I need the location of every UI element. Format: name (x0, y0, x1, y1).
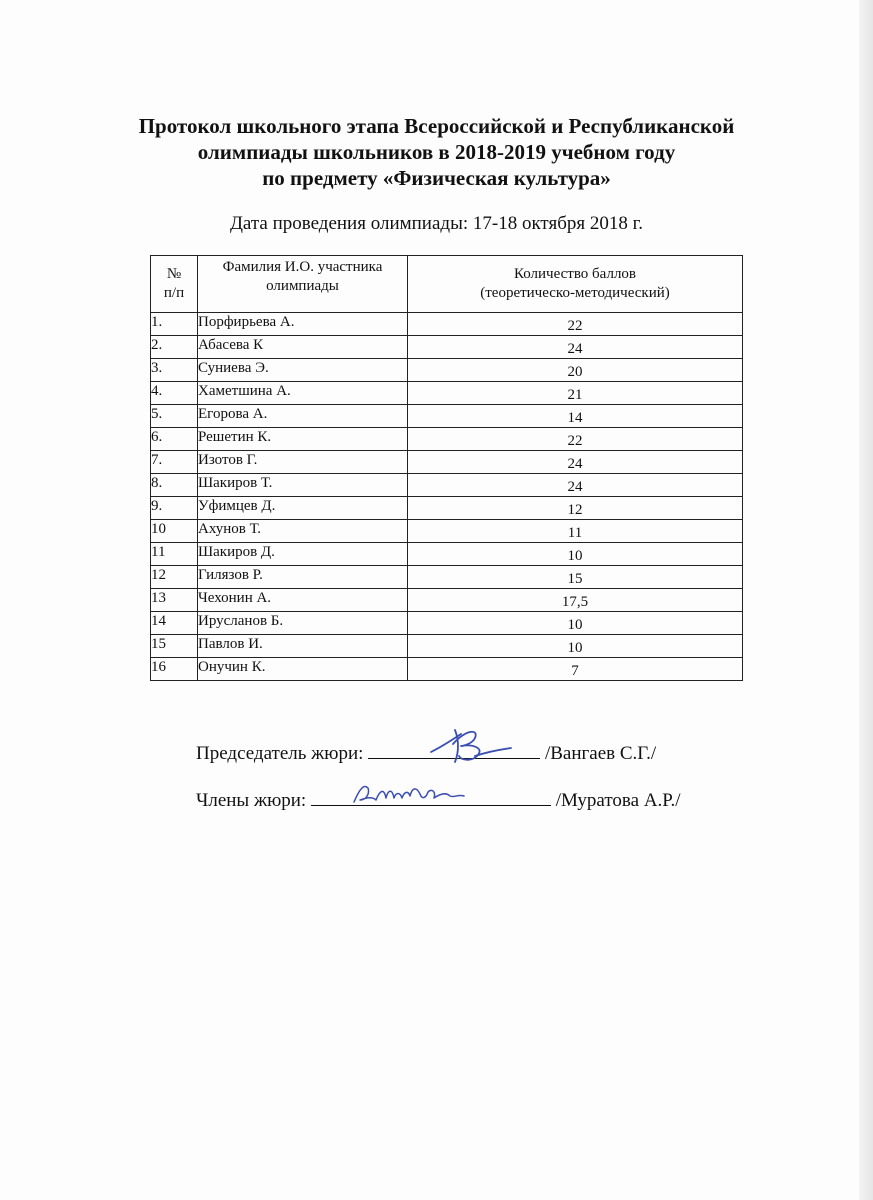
table-row (151, 359, 743, 382)
score-value: 22 (408, 428, 743, 451)
table-row (151, 520, 743, 543)
table-row (151, 497, 743, 520)
header-score-line1: Количество баллов (513, 266, 637, 282)
table-row (151, 451, 743, 474)
score-value: 11 (408, 520, 743, 543)
participant-name: Решетин К. (198, 428, 408, 451)
score-value: 12 (408, 497, 743, 520)
participant-name: Уфимцев Д. (198, 497, 408, 520)
members-name: /Муратова А.Р./ (555, 790, 681, 811)
participant-name: Ирусланов Б. (198, 612, 408, 635)
document-title (0, 113, 873, 191)
score-value: 17,5 (408, 589, 743, 612)
row-number: 9. (151, 497, 198, 520)
score-value: 24 (408, 474, 743, 497)
table-header-row (151, 256, 743, 313)
participant-name: Изотов Г. (198, 451, 408, 474)
title-line-1: Протокол школьного этапа Всероссийской и Республиканской (138, 114, 735, 138)
row-number: 15 (151, 635, 198, 658)
table-row (151, 382, 743, 405)
table-row (151, 566, 743, 589)
header-score (408, 256, 743, 313)
row-number: 6. (151, 428, 198, 451)
header-num-line1: № (166, 266, 182, 282)
members-label: Члены жюри: (196, 790, 307, 811)
row-number: 10 (151, 520, 198, 543)
score-value: 15 (408, 566, 743, 589)
score-value: 10 (408, 635, 743, 658)
participant-name: Гилязов Р. (198, 566, 408, 589)
table-row (151, 313, 743, 336)
score-value: 24 (408, 336, 743, 359)
row-number: 12 (151, 566, 198, 589)
score-value: 14 (408, 405, 743, 428)
chair-label: Председатель жюри: (196, 743, 364, 764)
title-line-3: по предмету «Физическая культура» (262, 166, 611, 190)
header-name-line2: олимпиады (266, 278, 339, 294)
table-row (151, 658, 743, 681)
row-number: 5. (151, 405, 198, 428)
participant-name: Егорова А. (198, 405, 408, 428)
header-name (198, 256, 408, 313)
title-line-2: олимпиады школьников в 2018-2019 учебном году (197, 140, 676, 164)
table-row (151, 612, 743, 635)
table-row (151, 336, 743, 359)
score-value: 24 (408, 451, 743, 474)
participant-name: Шакиров Д. (198, 543, 408, 566)
score-value: 10 (408, 543, 743, 566)
participant-name: Порфирьева А. (198, 313, 408, 336)
participant-name: Павлов И. (198, 635, 408, 658)
table-row (151, 428, 743, 451)
row-number: 4. (151, 382, 198, 405)
score-value: 7 (408, 658, 743, 681)
table-row (151, 405, 743, 428)
row-number: 13 (151, 589, 198, 612)
header-num (151, 256, 198, 313)
participant-name: Хаметшина А. (198, 382, 408, 405)
table-row (151, 589, 743, 612)
score-value: 20 (408, 359, 743, 382)
chair-signature-line (368, 738, 540, 759)
participant-name: Чехонин А. (198, 589, 408, 612)
score-value: 10 (408, 612, 743, 635)
header-score-line2: (теоретическо-методический) (480, 285, 670, 301)
participant-name: Ахунов Т. (198, 520, 408, 543)
row-number: 2. (151, 336, 198, 359)
header-num-line2: п/п (163, 285, 185, 301)
members-signature-line (311, 785, 551, 806)
participant-name: Суниева Э. (198, 359, 408, 382)
table-row (151, 635, 743, 658)
row-number: 16 (151, 658, 198, 681)
row-number: 7. (151, 451, 198, 474)
participant-name: Шакиров Т. (198, 474, 408, 497)
olympiad-date: Дата проведения олимпиады: 17-18 октября 2018 г. (229, 213, 644, 234)
chair-signature-row (196, 738, 656, 766)
row-number: 11 (151, 543, 198, 566)
results-table (150, 255, 743, 681)
score-value: 22 (408, 313, 743, 336)
table-row (151, 543, 743, 566)
participant-name: Онучин К. (198, 658, 408, 681)
participant-name: Абасева К (198, 336, 408, 359)
members-signature-row (196, 785, 681, 813)
row-number: 14 (151, 612, 198, 635)
row-number: 3. (151, 359, 198, 382)
score-value: 21 (408, 382, 743, 405)
row-number: 1. (151, 313, 198, 336)
table-row (151, 474, 743, 497)
row-number: 8. (151, 474, 198, 497)
header-name-line1: Фамилия И.О. участника (222, 259, 383, 275)
chair-name: /Вангаев С.Г./ (544, 743, 657, 764)
